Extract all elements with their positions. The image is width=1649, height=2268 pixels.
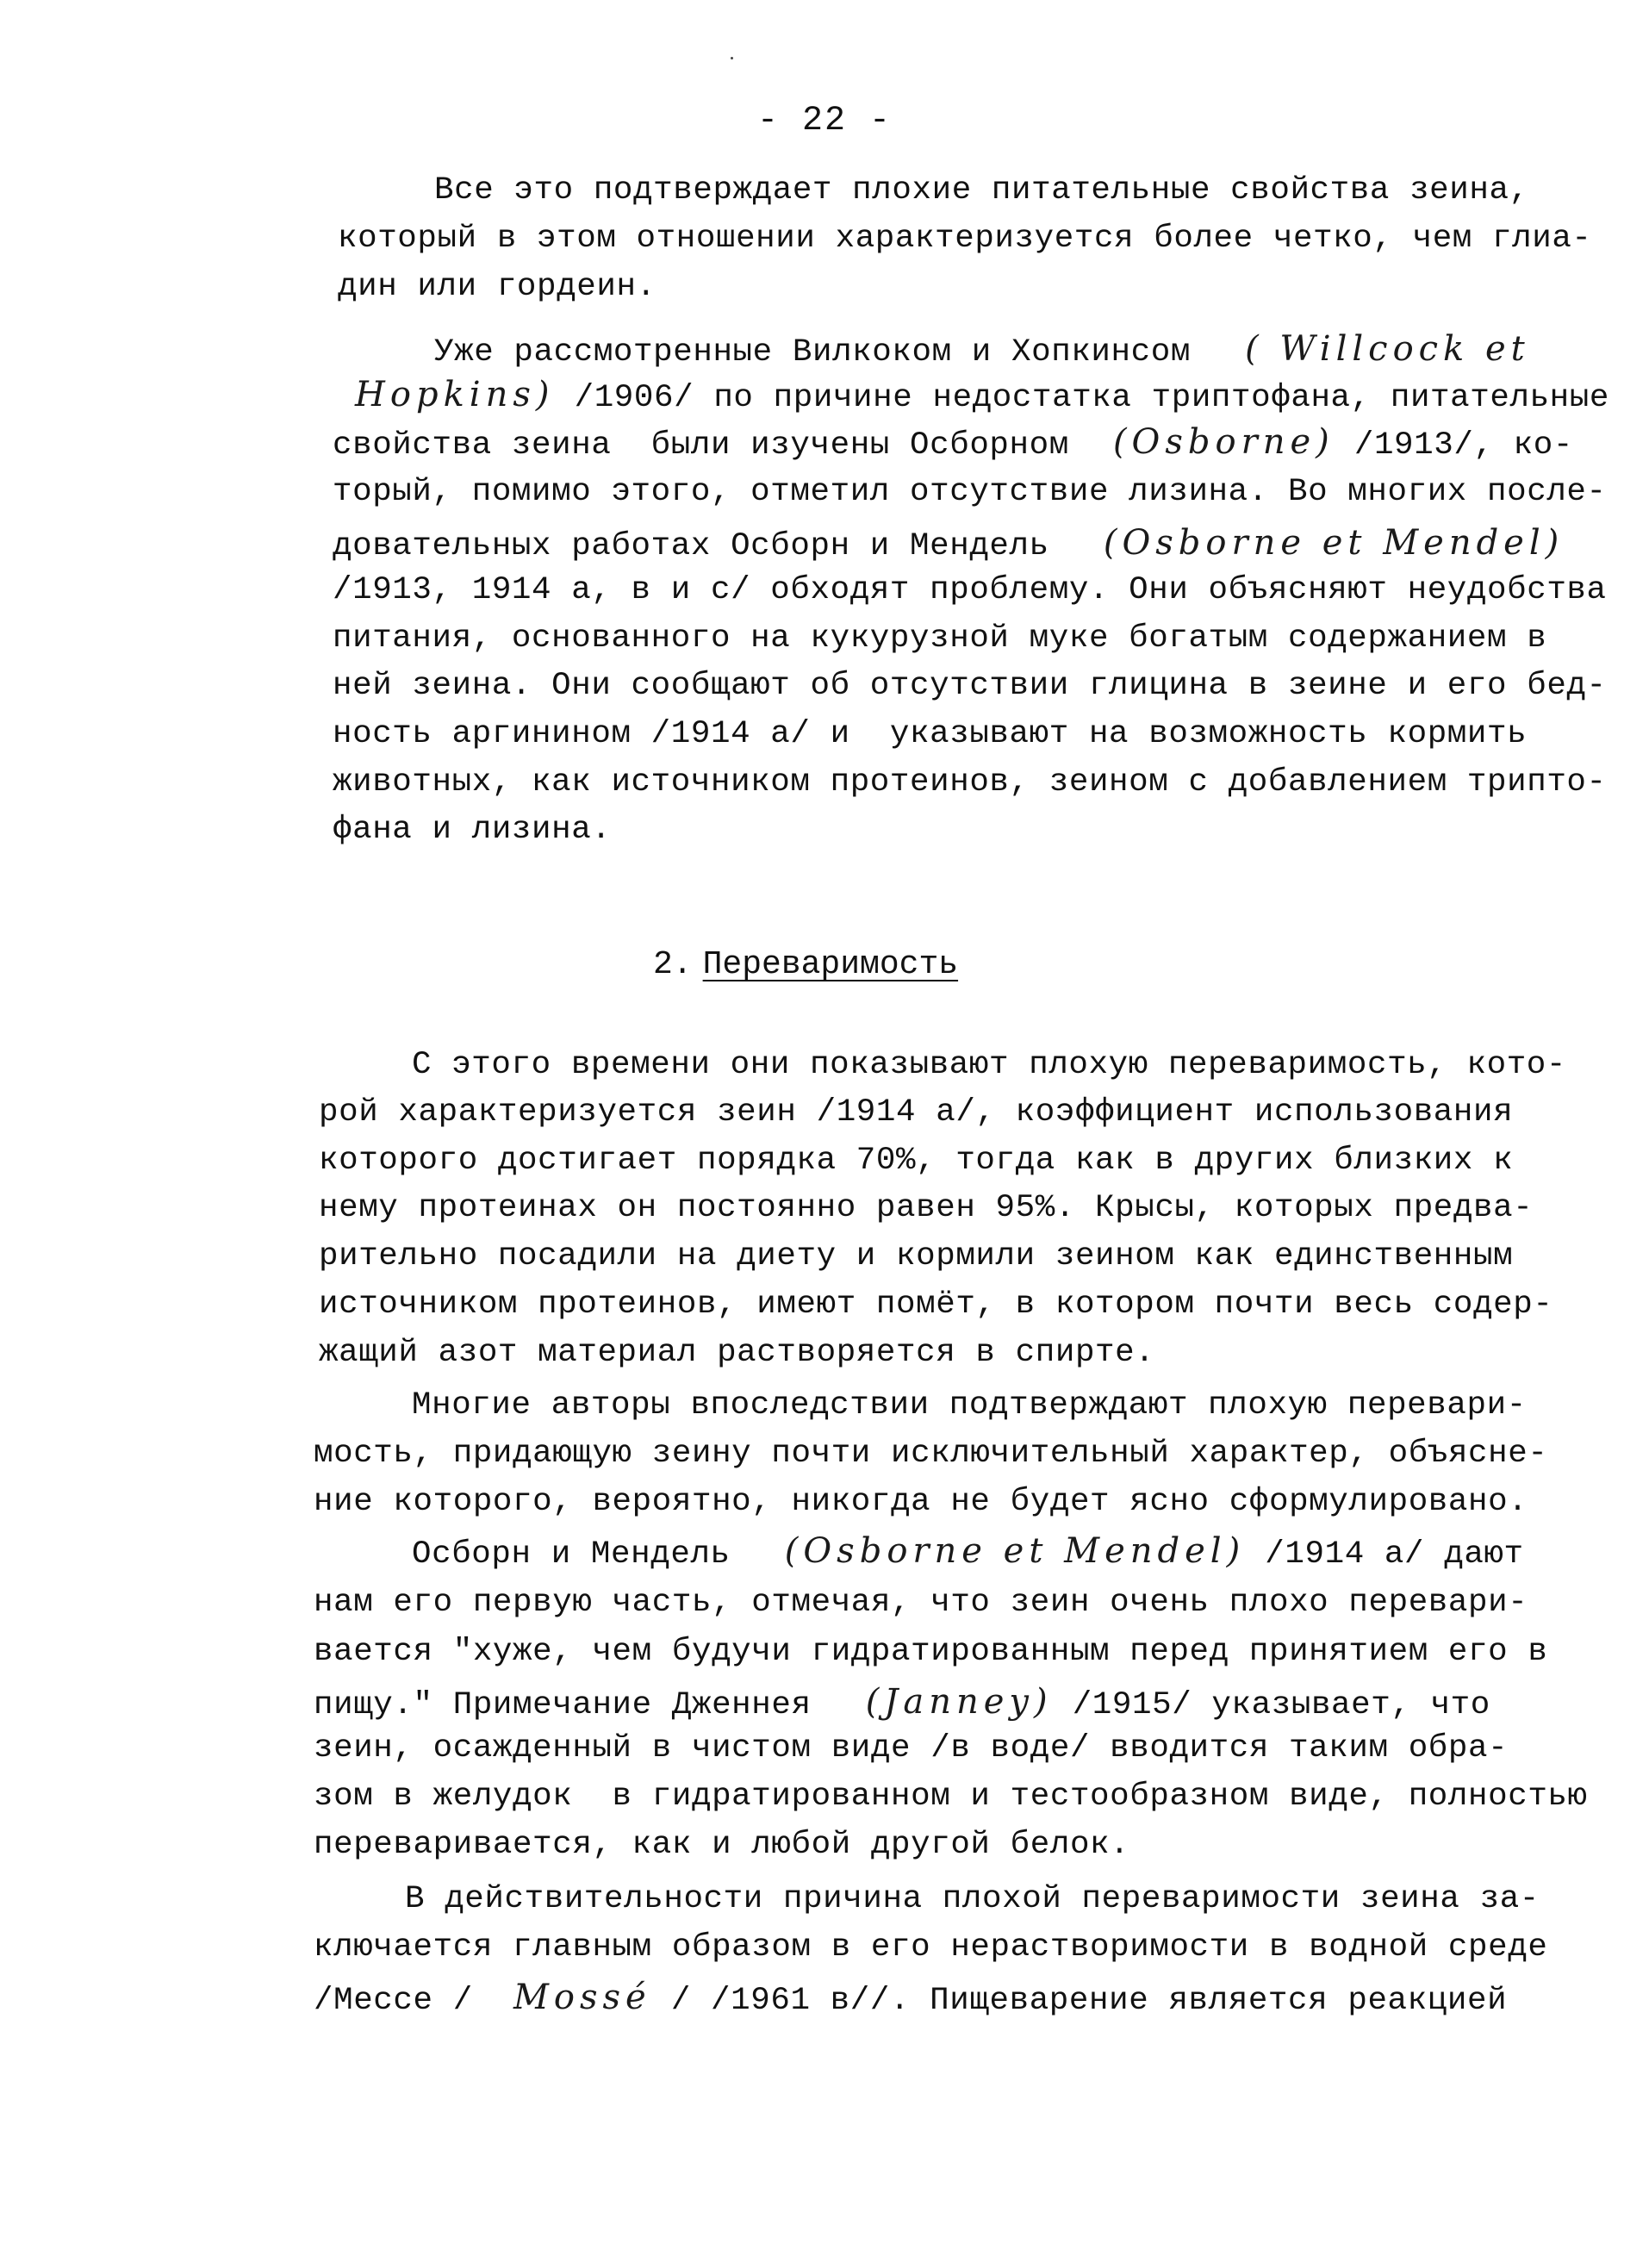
text-line: В действительности причина плохой переваримости зеина за-: [405, 1881, 1540, 1917]
text-line: переваривается, как и любой другой белок.: [314, 1827, 1130, 1863]
section-title: Переваримость: [702, 946, 959, 983]
text-line: свойства зеина были изучены Осборном (Osborne) /1913/, ко-: [333, 422, 1573, 464]
text-line: зом в желудок в гидратированном и тестообразном виде, полностью: [314, 1779, 1588, 1815]
text-line: животных, как источником протеинов, зеином с добавлением трипто-: [333, 764, 1607, 801]
text-line: /Мессе / Mossé / /1961 в//. Пищеварение является реакцией: [314, 1978, 1508, 2019]
text-line: которого достигает порядка 70%, тогда как в других близких к: [319, 1143, 1514, 1179]
text-line: торый, помимо этого, отметил отсутствие лизина. Во многих после-: [333, 474, 1607, 510]
scan-speck: [731, 57, 733, 59]
text-line: Hopkins) /1906/ по причине недостатка триптофана, питательные: [355, 375, 1609, 416]
text-line: ность аргинином /1914 а/ и указывают на возможность кормить: [333, 716, 1528, 752]
handwritten-annotation: Hopkins): [355, 375, 555, 414]
text-line: пищу." Примечание Дженнея (Janney) /1915/ указывает, что: [314, 1682, 1490, 1723]
text-line: ключается главным образом в его нерастворимости в водной среде: [314, 1929, 1548, 1966]
page-number: - 22 -: [756, 102, 893, 140]
text-line: Уже рассмотренные Вилкоком и Хопкинсом ( Willcock et: [434, 329, 1530, 371]
text-line: фана и лизина.: [333, 812, 612, 848]
text-line: ней зеина. Они сообщают об отсутствии глицина в зеине и его бед-: [333, 668, 1607, 704]
handwritten-annotation: (Janney): [865, 1682, 1053, 1722]
text-line: С этого времени они показывают плохую переваримость, кото-: [412, 1047, 1567, 1083]
text-line: довательных работах Осборн и Мендель (Osborne et Mendel): [333, 523, 1565, 564]
text-line: зеин, осажденный в чистом виде /в воде/ вводится таким обра-: [314, 1730, 1509, 1766]
handwritten-annotation: Mossé: [513, 1978, 651, 2017]
handwritten-annotation: (Osborne et Mendel): [784, 1531, 1246, 1571]
section-heading: [653, 946, 958, 983]
text-line: рительно посадили на диету и кормили зеином как единственным: [319, 1238, 1514, 1274]
handwritten-annotation: (Osborne): [1112, 422, 1335, 462]
text-line: /1913, 1914 а, в и с/ обходят проблему. Они объясняют неудобства: [333, 572, 1607, 608]
text-line: нам его первую часть, отмечая, что зеин очень плохо перевари-: [314, 1585, 1528, 1621]
handwritten-annotation: (Osborne et Mendel): [1103, 523, 1565, 563]
text-line: Все это подтверждает плохие питательные свойства зеина,: [434, 172, 1529, 209]
text-line: питания, основанного на кукурузной муке богатым содержанием в: [333, 620, 1547, 657]
text-line: который в этом отношении характеризуется более четко, чем глиа-: [338, 221, 1592, 257]
section-number: 2.: [653, 946, 693, 983]
text-line: нему протеинах он постоянно равен 95%. Крысы, которых предва-: [319, 1190, 1534, 1226]
text-line: жащий азот материал растворяется в спирте.: [319, 1335, 1155, 1371]
text-line: дин или гордеин.: [338, 269, 656, 305]
text-line: Осборн и Мендель (Osborne et Mendel) /1914 а/ дают: [412, 1531, 1524, 1573]
text-line: ние которого, вероятно, никогда не будет ясно сформулировано.: [314, 1484, 1528, 1520]
text-line: рой характеризуется зеин /1914 а/, коэффициент использования: [319, 1094, 1514, 1131]
text-line: Многие авторы впоследствии подтверждают плохую перевари-: [412, 1387, 1527, 1424]
text-line: источником протеинов, имеют помёт, в котором почти весь содер-: [319, 1287, 1553, 1323]
text-line: мость, придающую зеину почти исключительный характер, объясне-: [314, 1436, 1548, 1472]
text-line: вается "хуже, чем будучи гидратированным перед принятием его в: [314, 1634, 1548, 1670]
handwritten-annotation: ( Willcock et: [1245, 329, 1530, 369]
